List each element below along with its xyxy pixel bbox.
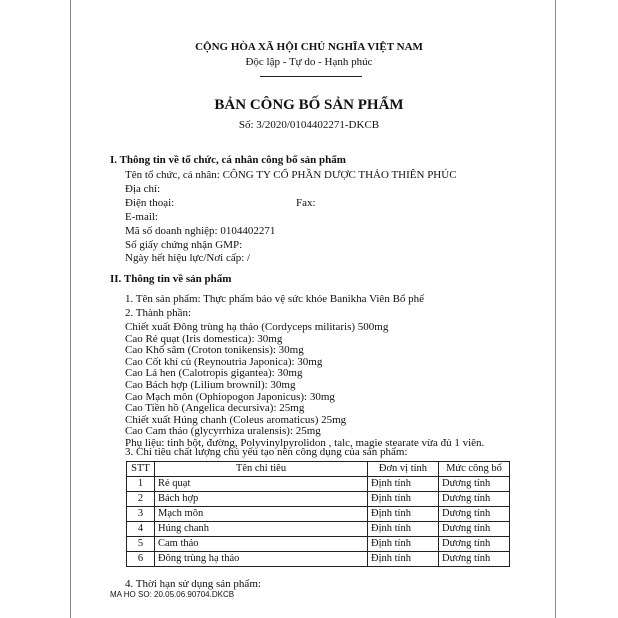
row-name: Bách hợp [155,492,368,507]
table-row [127,492,510,507]
product-name: 1. Tên sản phẩm: Thực phẩm bảo vệ sức khỏe Banikha Viên Bổ phế [125,293,425,305]
row-name: Cam thảo [155,537,368,552]
phone: Điện thoại: [125,197,175,209]
row-unit: Định tính [368,522,439,537]
ingredient: Chiết xuất Đông trùng hạ thảo (Cordyceps militaris) 500mg [125,321,389,333]
fax: Fax: [296,197,316,209]
quality-table [126,461,510,567]
row-stt: 2 [127,492,155,507]
page-border-right [555,0,556,618]
address: Địa chỉ: [125,183,161,195]
ingredient: Cao Lá hen (Calotropis gigantea): 30mg [125,367,303,380]
col-stt: STT [127,462,155,477]
dossier-code: MA HO SO: 20.05.06.90704.DKCB [110,590,235,599]
row-level: Dương tính [439,492,510,507]
org-name: Tên tổ chức, cá nhân: CÔNG TY CỔ PHẦN DƯỢC THẢO THIÊN PHÚC [125,169,457,181]
row-unit: Định tính [368,552,439,567]
row-level: Dương tính [439,507,510,522]
republic-heading: CỘNG HÒA XÃ HỘI CHỦ NGHĨA VIỆT NAM [195,41,423,53]
gmp: Số giấy chứng nhận GMP: [125,239,243,251]
row-name: Húng chanh [155,522,368,537]
col-level: Mức công bố [439,462,510,477]
divider [260,76,362,77]
row-unit: Định tính [368,537,439,552]
row-level: Dương tính [439,537,510,552]
page-border-left [70,0,71,618]
page-title: BẢN CÔNG BỐ SẢN PHẨM [214,97,404,113]
ingredient: Cao Bách hợp (Lilium brownil): 30mg [125,378,296,391]
table-row [127,552,510,567]
ingredient: Cao Tiền hồ (Angelica decursiva): 25mg [125,402,305,415]
row-level: Dương tính [439,552,510,567]
row-level: Dương tính [439,477,510,492]
excipients: Phụ liệu: tinh bột, đường, Polyvinylpyrolidon , talc, magie stearate vừa đủ 1 viên. [125,436,485,449]
table-row [127,477,510,492]
ingredient: Chiết xuất Húng chanh (Coleus aromaticus) 25mg [125,413,347,426]
document-number: Số: 3/2020/0104402271-DKCB [238,119,380,131]
ingredient: Cao Cốt khí củ (Reynoutria Japonica): 30mg [125,355,323,368]
section2-heading: II. Thông tin về sản phẩm [110,273,232,285]
ingredient: Cao Rẻ quạt (Iris domestica): 30mg [125,332,283,345]
row-stt: 5 [127,537,155,552]
row-stt: 3 [127,507,155,522]
ingredients-label: 2. Thành phần: [125,307,192,319]
row-stt: 4 [127,522,155,537]
ingredient: Cao Khổ sâm (Croton tonikensis): 30mg [125,344,304,357]
col-unit: Đơn vị tính [368,462,439,477]
ingredient: Cao Mạch môn (Ophiopogon Japonicus): 30mg [125,390,335,403]
section1-heading: I. Thông tin về tổ chức, cá nhân công bố sản phẩm [110,154,346,166]
row-name: Đông trùng hạ thảo [155,552,368,567]
col-name: Tên chỉ tiêu [155,462,368,477]
ingredients-list [125,322,484,450]
row-name: Rẻ quạt [155,477,368,492]
email: E-mail: [125,211,158,223]
tax-id: Mã số doanh nghiệp: 0104402271 [125,225,276,237]
motto: Độc lập - Tự do - Hạnh phúc [245,56,373,68]
table-row [127,537,510,552]
ingredient: Cao Cam thảo (glycyrrhiza uralensis): 25mg [125,425,321,438]
table-row [127,522,510,537]
row-unit: Định tính [368,507,439,522]
row-stt: 6 [127,552,155,567]
row-unit: Định tính [368,492,439,507]
quality-label: 3. Chỉ tiêu chất lượng chủ yếu tạo nên công dụng của sản phẩm: [125,446,408,458]
row-stt: 1 [127,477,155,492]
row-unit: Định tính [368,477,439,492]
table-row [127,507,510,522]
table-header-row [127,462,510,477]
expiry: Ngày hết hiệu lực/Nơi cấp: / [125,252,251,264]
row-name: Mạch môn [155,507,368,522]
shelf-life-label: 4. Thời hạn sử dụng sản phẩm: [125,578,261,590]
row-level: Dương tính [439,522,510,537]
